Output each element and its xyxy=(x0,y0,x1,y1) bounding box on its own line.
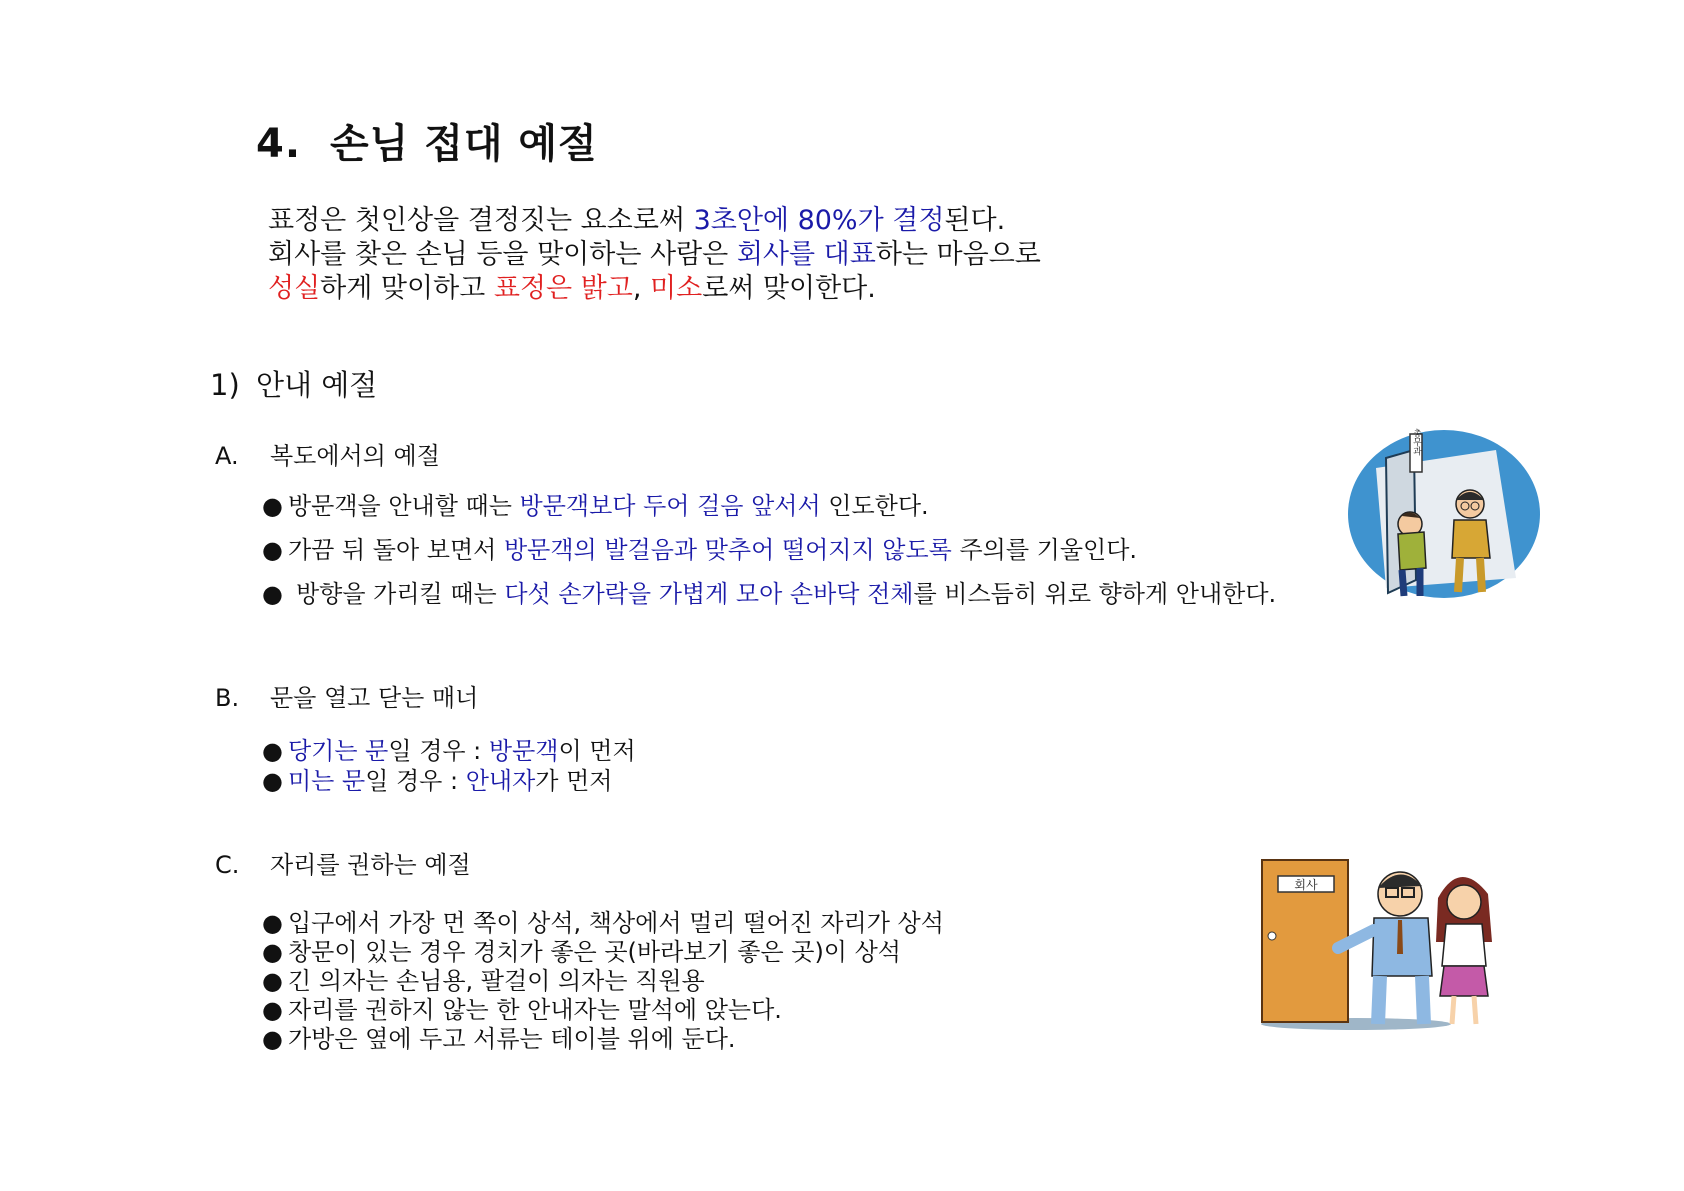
text-run: 일 경우 : xyxy=(365,767,466,795)
woman-figure xyxy=(1436,877,1492,1024)
text-run: 가끔 뒤 돌아 보면서 xyxy=(288,536,504,564)
highlight-blue: 안내자 xyxy=(465,767,536,795)
text-run: 방문객을 안내할 때는 xyxy=(288,492,520,520)
text-run: 주의를 기울인다. xyxy=(951,536,1138,564)
bullet-icon: ● xyxy=(262,737,283,765)
text-run: 긴 의자는 손님용, 팔걸이 의자는 직원용 xyxy=(288,967,705,995)
highlight-blue: 당기는 문 xyxy=(288,737,389,765)
bullet-item xyxy=(262,490,1276,534)
text-run: 가방은 옆에 두고 서류는 테이블 위에 둔다. xyxy=(288,1025,736,1053)
section-b-heading xyxy=(215,678,478,713)
bullet-icon: ● xyxy=(262,967,283,995)
bullet-item xyxy=(262,578,1276,622)
hallway-guide-illustration xyxy=(1346,428,1542,600)
subsection-number: 1) xyxy=(210,368,240,402)
text-run: 가 먼저 xyxy=(535,767,613,795)
bullet-item xyxy=(262,996,944,1025)
section-c-heading xyxy=(215,845,471,880)
title-number: 4. xyxy=(256,121,302,167)
highlight-blue: 회사를 대표 xyxy=(736,239,876,270)
highlight-red: 미소 xyxy=(650,273,703,304)
text-run: 입구에서 가장 먼 쪽이 상석, 책상에서 멀리 떨어진 자리가 상석 xyxy=(288,909,944,937)
section-title: 복도에서의 예절 xyxy=(270,442,440,470)
text-run: 하는 마음으로 xyxy=(875,239,1041,270)
section-letter: B. xyxy=(215,684,240,712)
section-a-heading xyxy=(215,436,440,471)
page-title xyxy=(256,112,598,169)
bullet-icon: ● xyxy=(262,767,283,795)
bullet-item xyxy=(262,766,636,796)
subsection-title: 안내 예절 xyxy=(256,368,378,402)
bullet-item xyxy=(262,909,944,938)
bullet-item xyxy=(262,1025,944,1054)
highlight-blue: 방문객보다 두어 걸음 앞서서 xyxy=(519,492,821,520)
bullet-icon: ● xyxy=(262,1025,283,1053)
text-run: 하게 맞이하고 xyxy=(320,273,494,304)
text-run: 를 비스듬히 위로 향하게 안내한다. xyxy=(913,580,1277,608)
highlight-blue: 방문객의 발걸음과 맞추어 떨어지지 않도록 xyxy=(504,536,952,564)
bullet-item xyxy=(262,736,636,766)
text-run: 이 먼저 xyxy=(558,737,636,765)
office-guide-illustration xyxy=(1256,856,1506,1032)
bullet-icon: ● xyxy=(262,938,283,966)
section-letter: C. xyxy=(215,851,240,879)
text-run: 된다. xyxy=(944,205,1006,236)
highlight-blue: 3초안에 80%가 결정 xyxy=(693,205,945,236)
section-title: 자리를 권하는 예절 xyxy=(270,851,471,879)
intro-line xyxy=(268,238,1041,272)
section-b-list xyxy=(262,736,636,796)
highlight-blue: 방문객 xyxy=(488,737,559,765)
intro-line xyxy=(268,204,1041,238)
bullet-item xyxy=(262,967,944,996)
section-c-list xyxy=(262,909,944,1054)
door-sign-text: 회사 xyxy=(1294,878,1318,892)
bullet-icon: ● xyxy=(262,536,283,564)
text-run: 방향을 가리킬 때는 xyxy=(296,580,505,608)
intro-paragraph xyxy=(268,204,1041,306)
bullet-icon: ● xyxy=(262,492,283,520)
title-text: 손님 접대 예절 xyxy=(330,121,598,167)
text-run: 창문이 있는 경우 경치가 좋은 곳(바라보기 좋은 곳)이 상석 xyxy=(288,938,901,966)
text-run: 회사를 찾은 손님 등을 맞이하는 사람은 xyxy=(268,239,737,270)
bullet-icon: ● xyxy=(262,580,283,608)
bullet-icon: ● xyxy=(262,996,283,1024)
section-title: 문을 열고 닫는 매너 xyxy=(270,684,479,712)
section-a-list xyxy=(262,490,1276,622)
text-run: 인도한다. xyxy=(820,492,929,520)
bullet-icon: ● xyxy=(262,909,283,937)
bullet-item xyxy=(262,534,1276,578)
door-sign-text: 총무과 xyxy=(1411,428,1421,456)
gesturing-man-figure xyxy=(1338,872,1432,1024)
subsection-heading xyxy=(210,363,377,404)
highlight-red: 표정은 밝고 xyxy=(493,273,633,304)
text-run: , xyxy=(632,273,651,304)
text-run: 표정은 첫인상을 결정짓는 요소로써 xyxy=(268,205,694,236)
highlight-red: 성실 xyxy=(268,273,321,304)
highlight-blue: 다섯 손가락을 가볍게 모아 손바닥 전체 xyxy=(504,580,914,608)
text-run: 일 경우 : xyxy=(388,737,489,765)
intro-line xyxy=(268,272,1041,306)
highlight-blue: 미는 문 xyxy=(288,767,366,795)
door-knob xyxy=(1268,932,1276,940)
section-letter: A. xyxy=(215,442,239,470)
bullet-item xyxy=(262,938,944,967)
text-run: 자리를 권하지 않는 한 안내자는 말석에 앉는다. xyxy=(288,996,782,1024)
text-run: 로써 맞이한다. xyxy=(702,273,876,304)
